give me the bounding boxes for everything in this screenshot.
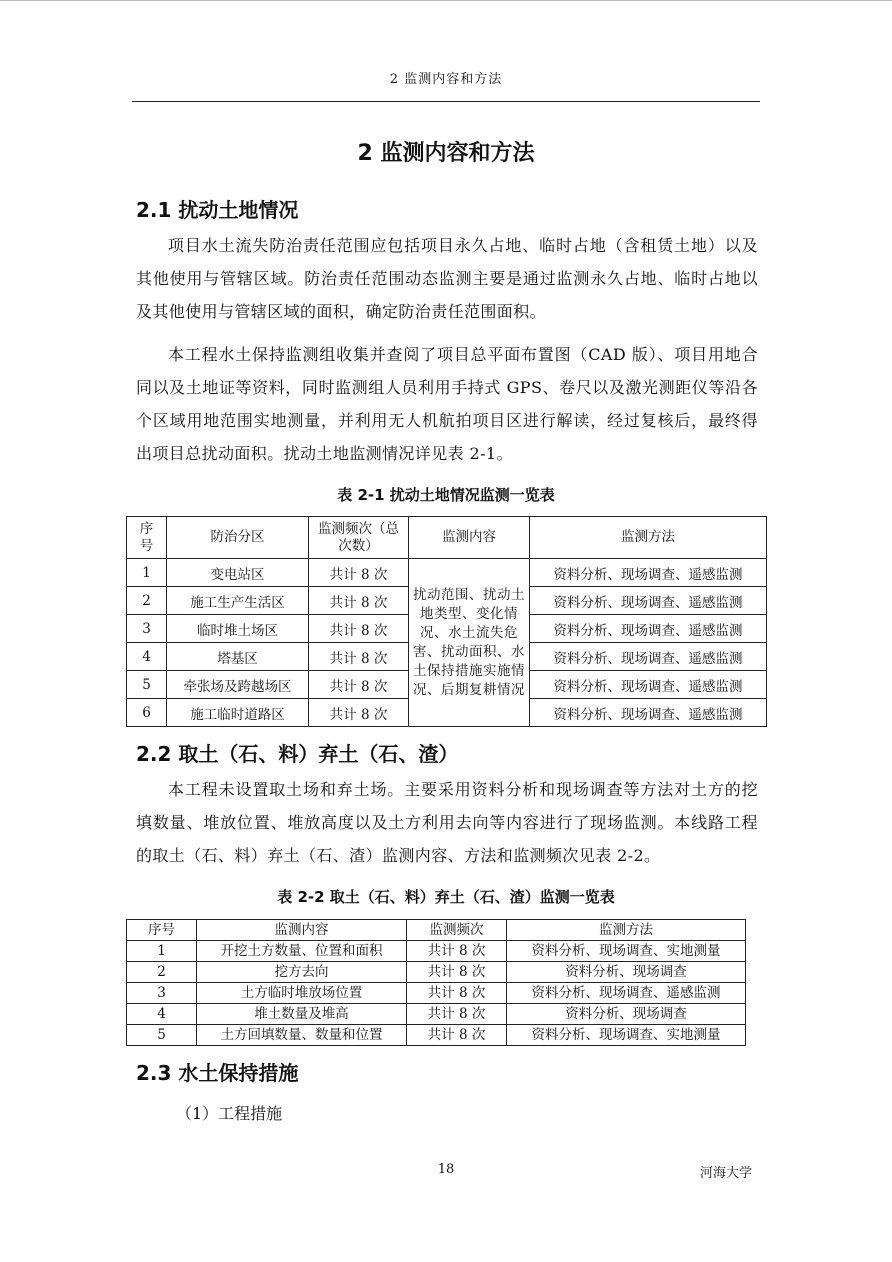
cell-method: 资料分析、现场调查、遥感监测 (530, 699, 767, 727)
cell-method: 资料分析、现场调查、实地测量 (507, 941, 746, 962)
cell-method: 资料分析、现场调查、遥感监测 (530, 587, 767, 615)
cell-method: 资料分析、现场调查 (507, 962, 746, 983)
running-header: 2 监测内容和方法 (389, 72, 503, 87)
section-heading-2-2: 2.2 取土（石、料）弃土（石、渣） (136, 742, 459, 766)
cell-frequency: 共计 8 次 (309, 615, 409, 643)
cell-no: 6 (127, 699, 167, 727)
cell-frequency: 共计 8 次 (407, 941, 507, 962)
cell-no: 2 (127, 587, 167, 615)
footer-university: 河海大学 (700, 1166, 753, 1181)
cell-frequency: 共计 8 次 (407, 983, 507, 1004)
paragraph-2-1-method: 本工程水土保持监测组收集并查阅了项目总平面布置图（CAD 版）、项目用地合同以及土地证等资料，同时监测组人员利用手持式 GPS、卷尺以及激光测距仪等沿各个区域用地范围实地测量，并利用无人机航拍项目区进行解读，经过复核后，最终得出项目总扰动面积。扰动土地监测情况详见表 2-1。 (136, 345, 758, 463)
header-zone: 防治分区 (167, 517, 309, 559)
table-row (127, 962, 746, 983)
cell-frequency: 共计 8 次 (309, 671, 409, 699)
cell-no: 1 (127, 941, 197, 962)
header-method: 监测方法 (507, 920, 746, 941)
page-number: 18 (437, 1162, 455, 1177)
cell-content: 挖方去向 (197, 962, 407, 983)
table-row (127, 983, 746, 1004)
table-row (127, 1025, 746, 1046)
paragraph-2-1-scope: 项目水土流失防治责任范围应包括项目永久占地、临时占地（含租赁土地）以及其他使用与管辖区域。防治责任范围动态监测主要是通过监测永久占地、临时占地以及其他使用与管辖区域的面积，确定防治责任范围面积。 (136, 236, 758, 321)
cell-no: 4 (127, 1004, 197, 1025)
table-2-2 (126, 919, 746, 1046)
cell-no: 1 (127, 559, 167, 587)
cell-no: 4 (127, 643, 167, 671)
cell-frequency: 共计 8 次 (407, 962, 507, 983)
cell-zone: 施工生产生活区 (167, 587, 309, 615)
cell-frequency: 共计 8 次 (407, 1025, 507, 1046)
header-frequency: 监测频次（总次数） (309, 517, 409, 559)
cell-no: 3 (127, 615, 167, 643)
cell-no: 5 (127, 671, 167, 699)
cell-method: 资料分析、现场调查、实地测量 (507, 1025, 746, 1046)
section-heading-2-3: 2.3 水土保持措施 (136, 1061, 299, 1085)
header-method: 监测方法 (530, 517, 767, 559)
header-content: 监测内容 (409, 517, 530, 559)
cell-frequency: 共计 8 次 (309, 559, 409, 587)
header-frequency: 监测频次 (407, 920, 507, 941)
cell-frequency: 共计 8 次 (309, 643, 409, 671)
cell-frequency: 共计 8 次 (309, 699, 409, 727)
section-heading-2-1: 2.1 扰动土地情况 (136, 198, 299, 222)
chapter-title: 2 监测内容和方法 (357, 141, 535, 166)
cell-method: 资料分析、现场调查、遥感监测 (530, 559, 767, 587)
cell-no: 3 (127, 983, 197, 1004)
page-top-border (0, 0, 892, 1)
cell-zone: 临时堆土场区 (167, 615, 309, 643)
cell-method: 资料分析、现场调查、遥感监测 (530, 643, 767, 671)
table-row (127, 1004, 746, 1025)
cell-zone: 牵张场及跨越场区 (167, 671, 309, 699)
cell-content: 堆土数量及堆高 (197, 1004, 407, 1025)
table-header-row (127, 517, 767, 559)
cell-method: 资料分析、现场调查、遥感监测 (507, 983, 746, 1004)
cell-zone: 变电站区 (167, 559, 309, 587)
paragraph-2-2: 本工程未设置取土场和弃土场。主要采用资料分析和现场调查等方法对土方的挖填数量、堆放位置、堆放高度以及土方利用去向等内容进行了现场监测。本线路工程的取土（石、料）弃土（石、渣）监测内容、方法和监测频次见表 2-2。 (136, 780, 758, 865)
table-2-1 (126, 516, 767, 727)
header-rule (132, 101, 760, 102)
cell-frequency: 共计 8 次 (407, 1004, 507, 1025)
table-row (127, 559, 767, 587)
cell-zone: 塔基区 (167, 643, 309, 671)
cell-zone: 施工临时道路区 (167, 699, 309, 727)
cell-method: 资料分析、现场调查、遥感监测 (530, 671, 767, 699)
cell-frequency: 共计 8 次 (309, 587, 409, 615)
header-no: 序号 (127, 920, 197, 941)
cell-no: 5 (127, 1025, 197, 1046)
table-header-row (127, 920, 746, 941)
cell-content: 土方临时堆放场位置 (197, 983, 407, 1004)
cell-monitoring-content: 扰动范围、扰动土地类型、变化情况、水土流失危害、扰动面积、水土保持措施实施情况、后期复耕情况 (409, 559, 530, 727)
table-row (127, 941, 746, 962)
cell-no: 2 (127, 962, 197, 983)
header-no: 序号 (127, 517, 167, 559)
cell-method: 资料分析、现场调查 (507, 1004, 746, 1025)
header-content: 监测内容 (197, 920, 407, 941)
cell-content: 开挖土方数量、位置和面积 (197, 941, 407, 962)
table-2-2-caption: 表 2-2 取土（石、料）弃土（石、渣）监测一览表 (277, 888, 615, 906)
cell-content: 土方回填数量、数量和位置 (197, 1025, 407, 1046)
table-2-1-caption: 表 2-1 扰动土地情况监测一览表 (337, 486, 555, 504)
cell-method: 资料分析、现场调查、遥感监测 (530, 615, 767, 643)
sub-item-engineering-measures: （1）工程措施 (176, 1104, 283, 1123)
